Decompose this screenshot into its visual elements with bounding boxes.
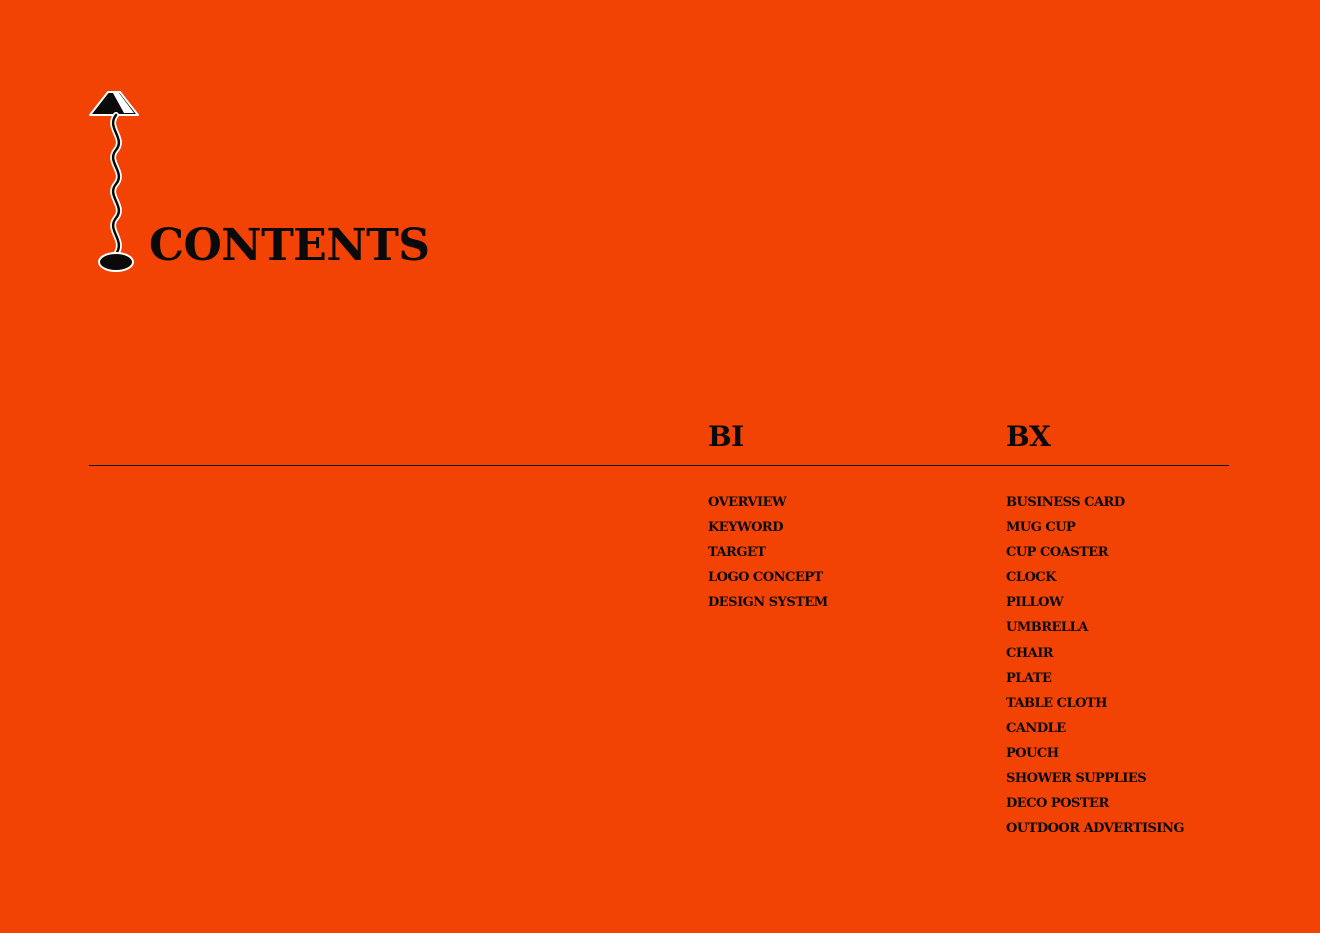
list-item: TABLE CLOTH <box>1006 695 1107 711</box>
list-item: OVERVIEW <box>708 495 787 510</box>
list-item: DECO POSTER <box>1006 796 1109 812</box>
list-item: KEYWORD <box>708 520 783 536</box>
list-item: UMBRELLA <box>1006 620 1088 636</box>
list-item: BUSINESS CARD <box>1006 495 1125 510</box>
bx-contents-list <box>1006 490 1184 841</box>
page-title: CONTENTS <box>149 220 430 271</box>
list-item: CUP COASTER <box>1006 545 1109 561</box>
list-item: TARGET <box>708 545 766 561</box>
list-item: SHOWER SUPPLIES <box>1006 771 1147 787</box>
list-item: CANDLE <box>1006 720 1066 736</box>
list-item: POUCH <box>1006 745 1059 761</box>
list-item: LOGO CONCEPT <box>708 570 823 586</box>
list-item: DESIGN SYSTEM <box>708 595 828 611</box>
list-item: MUG CUP <box>1006 520 1076 536</box>
list-item: OUTDOOR ADVERTISING <box>1006 821 1184 837</box>
list-item: CHAIR <box>1006 645 1054 661</box>
section-heading-bx: BX <box>1006 420 1051 453</box>
list-item: PILLOW <box>1006 595 1064 611</box>
section-heading-bi: BI <box>708 420 744 453</box>
list-item: CLOCK <box>1006 570 1056 586</box>
floor-lamp-icon <box>86 88 142 274</box>
bi-contents-list <box>708 490 828 615</box>
divider-rule <box>89 465 1229 466</box>
list-item: PLATE <box>1006 670 1052 686</box>
